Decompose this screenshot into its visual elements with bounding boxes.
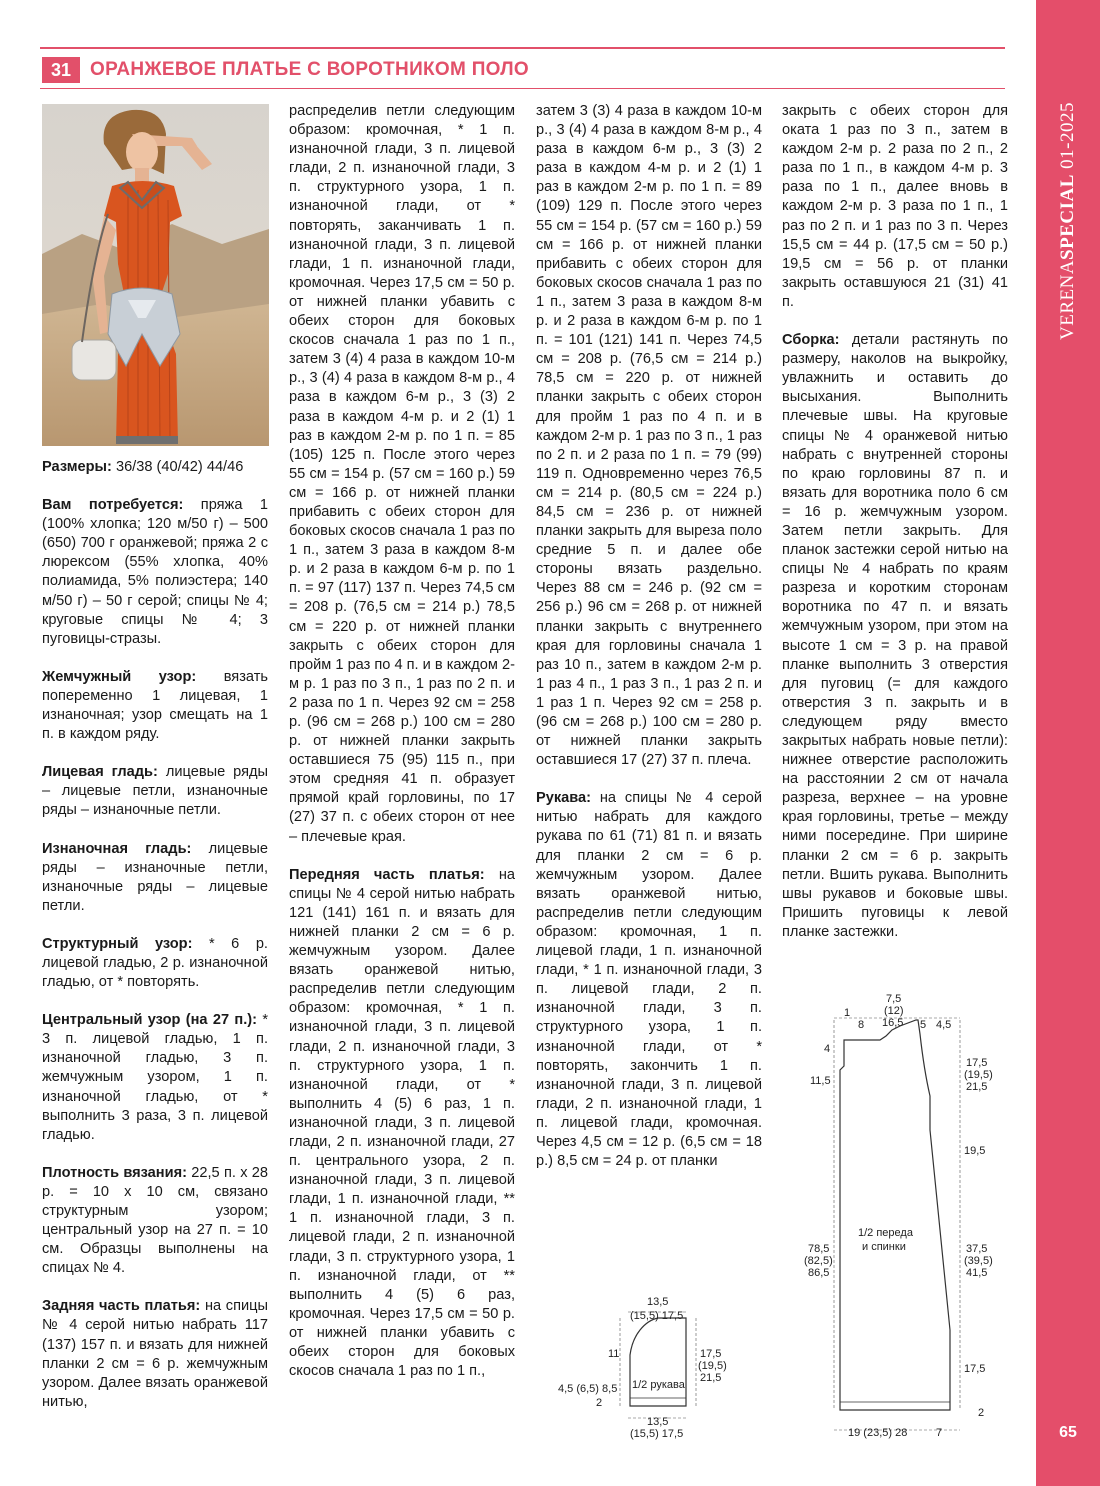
dress-photo-illustration [42,104,269,446]
sleeve-top-a: 13,5 [647,1296,669,1308]
back-paragraph [42,1297,268,1412]
gauge-label: Плотность вязания: [42,1164,187,1181]
sleeves-text: на спицы № 4 серой нитью набрать для каждого рукава по 61 (71) 81 п. и вязать для планки 2 см = 6 р. жемчужным узором. Далее вязать оранжевой нитью, распределив петли следующим образом: кромочная, 1 п. лицевой глади, 1 п. изнаночной глади, * 1 п. изнаночной глади, 3 п. лицевой глади, 2 п. изнаночной глади, 3 п. структурного узора, 1 п. изнаночной глади, от * повторять, закончить 1 п. изнаночной глади, 3 п. лицевой глади, 2 п. изнаночной глади, 1 п. лицевой глади, кромочная. Через 4,5 см = 12 р. (6,5 см = 18 р.) 8,5 см = 24 р. от планки [536,790,762,1170]
sleeve-left-low: 4,5 (6,5) 8,5 [558,1383,618,1395]
column-3 [536,102,762,1171]
body-top-8: 8 [858,1019,865,1031]
body-left-c: 86,5 [808,1267,830,1279]
sleeve-bottom-b: (15,5) 17,5 [630,1428,684,1440]
front-continued-paragraph: затем 3 (3) 4 раза в каждом 10-м р., 3 (4) 4 раза в каждом 8-м р., 4 раза в каждом 6-м р., 3 (3) 2 раза в каждом 4-м р. и 2 (1) 1 раз в каждом 2-м р. по 1 п. = 89 (109) 129 п. После этого через 55 см = 154 р. (57 см = 160 р.) 59 см = 166 р. от нижней планки прибавить с обеих сторон для боковых скосов сначала 1 раз по 1 п., затем 3 раза в каждом 8-м р. и 2 раза в каждом 6-м р. по 1 п. = 101 (121) 141 п. Через 74,5 см = 208 р. (76,5 см = 214 р.) 78,5 см = 220 р. от нижней планки закрыть с обеих сторон для пройм 1 раз по 4 п. и в каждом 2-м р. 1 раз по 3 п., 1 раз по 2 п. и 2 раза по 1 п. = 79 (99) 119 п. Одновременно через 76,5 см = 214 р. (80,5 см = 224 р.) 84,5 см = 236 р. от нижней планки закрыть для выреза поло средние 5 п. и далее обе стороны вязать раздельно. Через 88 см = 246 р. (92 см = 256 р.) 96 см = 268 р. от нижней планки закрыть с внутреннего края для горловины сначала 1 раз 10 п., затем в каждом 2-м р. 1 раз 4 п., 1 раз 3 п., 1 раз 2 п. и 1 раз 1 п. Через 92 см = 258 р. (96 см = 268 р.) 100 см = 280 р. от нижней планки закрыть оставшиеся 17 (27) 37 п. плеча. [536,103,762,769]
brand-left: VERENA [1057,259,1078,340]
stockinette-text: лицевые ряды – лицевые петли, изнаночные ряды – изнаночные петли. [42,764,268,819]
body-diagram [800,990,1005,1450]
body-right-2: 2 [978,1407,985,1419]
sizes-paragraph [42,458,268,477]
body-left-a: 78,5 [808,1243,830,1255]
stockinette-label: Лицевая гладь: [42,764,158,781]
stockinette-paragraph [42,763,268,820]
sizes-text: 36/38 (40/42) 44/46 [115,459,244,475]
body-top-mid-b: (12) [884,1005,904,1017]
sleeve-right-b: (19,5) [698,1360,727,1372]
body-right-195: 19,5 [964,1145,986,1157]
front-text: на спицы № 4 серой нитью набрать 121 (141) 161 п. и вязать для нижней планки 2 см = 6 р. жемчужным узором. Далее вязать оранжевой нитью, распределив петли следующим образом: кромочная, * 1 п. изнаночной глади, 3 п. лицевой глади, 2 п. изнаночной глади, 3 п. структурного узора, 1 п. изнаночной глади, от * выполнить 4 (5) 6 раз, 1 п. изнаночной глади, 3 п. лицевой глади, 2 п. изнаночной глади, 27 п. центрального узора, 2 п. изнаночной глади, 3 п. лицевой глади, 1 п. изнаночной глади, ** 1 п. изнаночной глади, 3 п. лицевой глади, 2 п. изнаночной глади, 3 п. структурного узора, 1 п. изнаночной глади, от ** выполнить 4 (5) 6 раз, кромочная. Через 17,5 см = 50 р. от нижней планки убавить с обеих сторон для боковых скосов сначала 1 раз по 1 п., [289,866,515,1380]
gauge-paragraph [42,1164,268,1279]
sleeve-right-a: 17,5 [700,1348,722,1360]
pearl-paragraph [42,668,268,744]
body-right-arm-c: 21,5 [966,1081,988,1093]
materials-paragraph [42,496,268,649]
body-top-5: 5 [920,1019,927,1031]
back-text: на спицы № 4 серой нитью набрать 117 (137) 157 п. и вязать для нижней планки 2 см = 6 р. жемчужным узором. Далее вязать оранжевой нитью, [42,1298,268,1410]
body-right-arm-b: (19,5) [964,1069,993,1081]
column-2 [289,102,515,1381]
front-paragraph [289,866,515,1382]
materials-label: Вам потребуется: [42,497,184,514]
body-top-45: 4,5 [936,1019,952,1031]
sleeve-top-b: (15,5) 17,5 [630,1310,684,1322]
page-number: 65 [1059,1424,1077,1441]
body-top-1: 1 [844,1007,851,1019]
body-left-b: (82,5) [804,1255,833,1267]
reverse-text: лицевые ряды – изнаночные петли, изнаночные ряды – лицевые петли. [42,840,268,914]
header-top-rule [40,47,1005,49]
body-label-a: 1/2 переда [858,1227,913,1239]
body-top-mid-c: 16,5 [882,1017,904,1029]
body-right-175: 17,5 [964,1363,986,1375]
assembly-text: детали растянуть по размеру, наколов на выкройку, увлажнить и оставить до высыхания. Выполнить плечевые швы. На круговые спицы № 4 оранжевой нитью набрать с внутренней стороны по краю горловины 87 п. и вязать для воротника поло 6 см = 16 р. жемчужным узором. Затем петли закрыть. Для планок застежки серой нитью на спицы № 4 набрать по краям разреза и коротким сторонам воротника по 47 п. и вязать жемчужным узором, при этом на высоте 1 см = 3 р. на правой планке выполнить 3 отверстия для пуговиц (= для каждого отверстия 3 п. закрыть и в следующем ряду вместо закрытых набрать новые петли): нижнее отверстие расположить на расстоянии 2 см от начала разреза, верхнее – на уровне края горловины, третье – между ними посередине. При ширине планки 2 см = 6 р. закрыть петли. Вшить рукава. Выполнить швы рукавов и боковые швы. Пришить пуговицы к левой планке застежки. [782,332,1009,940]
body-left-115: 11,5 [810,1075,831,1087]
issue-number: 01-2025 [1057,102,1078,169]
front-label: Передняя часть платья: [289,866,485,883]
header-bottom-rule [40,88,1005,89]
column-1 [42,458,268,1412]
assembly-paragraph [782,331,1008,942]
reverse-label: Изнаночная гладь: [42,840,192,857]
body-left-4: 4 [824,1043,831,1055]
sleeve-label: 1/2 рукава [632,1379,685,1391]
sleeve-right-c: 21,5 [700,1372,722,1384]
sleeve-diagram [548,1290,748,1450]
article-header [42,57,529,83]
article-title: ОРАНЖЕВОЕ ПЛАТЬЕ С ВОРОТНИКОМ ПОЛО [90,59,529,80]
body-right-arm-a: 17,5 [966,1057,988,1069]
model-photo [42,104,269,446]
sizes-label: Размеры: [42,459,112,475]
brand-right: SPECIAL [1057,174,1078,260]
column-4 [782,102,1008,942]
sleeves-label: Рукава: [536,790,592,807]
pearl-label: Жемчужный узор: [42,668,197,685]
reverse-paragraph [42,840,268,916]
body-right-mid-a: 37,5 [966,1243,988,1255]
central-paragraph [42,1011,268,1145]
body-outline [840,1020,950,1410]
article-number: 31 [42,57,80,83]
body-right-mid-b: (39,5) [964,1255,993,1267]
materials-text: пряжа 1 (100% хлопка; 120 м/50 г) – 500 (650) 700 г оранжевой; пряжа 2 с люрексом (55% хлопка, 40% полиамида, 5% полиэстера; 140 м/50 г) – 50 г серой; спицы № 4; круговые спицы № 4; 3 пуговицы-стразы. [42,497,268,647]
textured-paragraph [42,935,268,992]
sleeve-outline [630,1318,686,1406]
magazine-brand [1046,40,1090,340]
back-label: Задняя часть платья: [42,1298,201,1315]
magazine-sidebar [1036,0,1100,1486]
body-right-mid-c: 41,5 [966,1267,988,1279]
textured-label: Структурный узор: [42,935,193,952]
sleeves-continued-paragraph: закрыть с обеих сторон для оката 1 раз по 3 п., затем в каждом 2-м р. 2 раза по 2 п., 2 раза по 1 п., в каждом 4-м р. 3 раза по 1 п., далее вновь в каждом 2-м р. 3 раза по 1 п., 1 раз по 2 п. и 1 раз по 3 п. Через 15,5 см = 44 р. (17,5 см = 50 р.) 19,5 см = 56 р. от планки закрыть оставшуюся 21 (31) 41 п. [782,103,1008,310]
sleeve-left-cap: 11 [608,1348,620,1360]
sleeves-paragraph [536,789,762,1171]
central-text: * 3 п. лицевой гладью, 1 п. изнаночной гладью, 3 п. жемчужным узором, 1 п. изнаночной гладью, от * выполнить 3 раза, 3 п. лицевой гладью. [42,1012,268,1143]
body-top-mid-a: 7,5 [886,993,902,1005]
textured-text: * 6 р. лицевой гладью, 2 р. изнаночной гладью, от * повторять. [42,935,268,991]
back-continued-paragraph: распределив петли следующим образом: кромочная, * 1 п. изнаночной глади, 3 п. лицевой глади, 2 п. изнаночной глади, 3 п. структурного узора, 1 п. изнаночной глади, от * повторять, заканчивать 1 п. изнаночной глади, 3 п. лицевой глади, 1 п. изнаночной глади, кромочная. Через 17,5 см = 50 р. от нижней планки убавить с обеих сторон для боковых скосов сначала 1 раз по 1 п., затем 3 (4) 4 раза в каждом 10-м р., 3 (4) 4 раза в каждом 8-м р., 4 раза в каждом 6-м р., 3 (3) 2 раза в каждом 4-м р. и 2 (1) 1 раз в каждом 2-м р. по 1 п. = 85 (105) 125 п. После этого через 55 см = 154 р. (57 см = 160 р.) 59 см = 166 р. от нижней планки прибавить с обеих сторон для боковых скосов сначала 1 раз по 1 п., затем 3 раза в каждом 8-м р. и 2 раза в каждом 6-м р. по 1 п. = 97 (117) 137 п. Через 74,5 см = 208 р. (76,5 см = 214 р.) 78,5 см = 220 р. от нижней планки закрыть с обеих сторон для пройм 1 раз по 4 п. и в каждом 2-м р. 1 раз по 3 п., 1 раз по 2 п. и 2 раза по 1 п. Через 92 см = 258 р. (96 см = 268 р.) 100 см = 280 р. от нижней планки закрыть оставшиеся 75 (95) 115 п., при этом средняя 41 п. образует прямой край горловины, по 17 (27) 37 п. с обеих сторон от нее – плечевые края. [289,103,515,845]
assembly-label: Сборка: [782,332,840,349]
pearl-text: вязать попеременно 1 лицевая, 1 изнаночная; узор смещать на 1 п. в каждом ряду. [42,668,268,743]
sleeve-left-bottom: 2 [596,1397,603,1409]
body-bottom-7: 7 [936,1427,943,1439]
body-bottom-width: 19 (23,5) 28 [848,1427,908,1439]
body-label-b: и спинки [862,1241,906,1253]
central-label: Центральный узор (на 27 п.): [42,1012,257,1029]
sleeve-bottom-a: 13,5 [647,1416,669,1428]
gauge-text: 22,5 п. х 28 р. = 10 х 10 см, связано структурным узором; центральный узор на 27 п. = 10 см. Образцы выполнены на спицах № 4. [42,1164,269,1277]
